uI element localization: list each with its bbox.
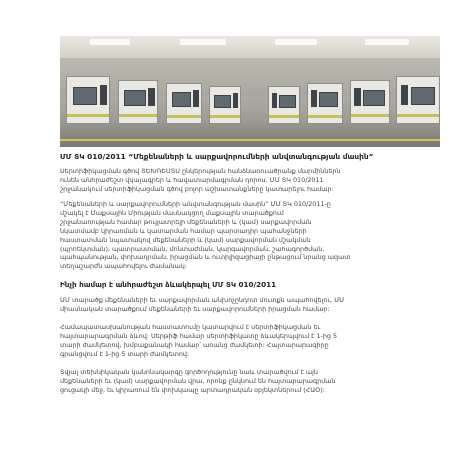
paragraph-line: նկատմամբ կիրառման և կատարման համար պարտադիր պահանջների xyxy=(60,226,307,235)
photo-machine xyxy=(209,86,241,124)
scope-paragraph xyxy=(60,200,351,271)
paragraph-line: տեղաշարժն ապահովելու ժամանակ: xyxy=(60,262,187,271)
paragraph-line: Համապատասխանության հաստատումը կատարվում է սերտիֆիկացման եւ xyxy=(60,323,321,331)
photo-aisle-line xyxy=(60,139,440,141)
paragraph-line: “Մեքենաների և սարքավորումների անվտանգության մասին” ՄՄ ՏԿ 010/2011-ը xyxy=(60,200,331,208)
paragraph-line: ունեն անհրաժեշտ վկայագրեր և հավատարմագրման դորոս. ՄՄ ՏԿ 010/2011 xyxy=(60,175,324,184)
paragraph-line: շրջանակում սերտիֆիկացման գծով բոլոր աշխատանքները կատարելու համար: xyxy=(60,184,334,193)
photo-machine xyxy=(396,76,440,124)
section-heading: Ինչի համար է անհրաժեշտ ձևակերպել ՄՄ ՏԿ 010/2011 xyxy=(60,280,277,289)
paragraph-line: գրանցվում է 1-ից 5 տարի ժամկետով: xyxy=(60,349,190,358)
intro-paragraph xyxy=(60,167,341,194)
paragraph-line: մեքենաների եւ (կամ) սարքավորման վրա, որոնք ընկնում են հայտարարագրման xyxy=(60,376,336,385)
photo-machine xyxy=(350,80,390,124)
paragraph-line: Սերտիֆիկացման գծով ՏԵԽՌԵՍՏՍ ընկերության հանձնառուածրանք մարմիններն xyxy=(60,167,341,175)
requirement-paragraph xyxy=(60,296,344,314)
paragraph-line: ՄՄ տարածք մեքենաների եւ սարքավորման անխոչընդոտ մուտքն ապահովելու, ՄՄ xyxy=(60,296,345,304)
paragraph-line: հայտարարագրման ձևով: Սերթիֆ համար սերտիֆիկատը ձևակերպվում է 1-ից 5 xyxy=(60,331,338,340)
paragraph-line: ցուցակի մեջ, եւ կիրառում են փոխկապը արտադրական օբյեկտներում (ՀԱՕ): xyxy=(60,385,325,394)
photo-ceiling-light xyxy=(365,39,409,45)
photo-ceiling-light xyxy=(275,39,317,45)
paragraph-line: շրջանառության համար թույլատրելի մեքենաների և (կամ) սարքավորման xyxy=(60,217,312,226)
document-title: ՄՄ ՏԿ 010/2011 “Մեքենաների և սարքավորումների անվտանգության մասին” xyxy=(60,152,374,161)
conformity-paragraph xyxy=(60,323,337,359)
paragraph-line: տարի ժամկետով, խմբաքանակի համար՝ առանց ժամկետի: Հայտարարագիրը xyxy=(60,340,329,349)
paragraph-line: միասնական տարածքում մեքենաների եւ սարքավորումների իրացման համար: xyxy=(60,304,330,313)
paragraph-line: մշակել է Մաքսային Միության մասնակցող մաքսային տարածքում xyxy=(60,208,284,217)
paragraph-line: հաստատման նպատակով մեքենաների և (կամ) սարքավորման մշակման xyxy=(60,235,311,244)
photo-ceiling-light xyxy=(90,39,130,45)
photo-machine xyxy=(66,76,110,124)
photo-machine xyxy=(166,83,202,124)
closing-paragraph xyxy=(60,368,336,395)
paragraph-line: Տվյալ տեխնիկական կանոնակարգը գործողությունը նաև տարածվում է այն xyxy=(60,368,318,376)
paragraph-line: պահպանության, փոխադրման, իրացման և ուտիլիզացիայի ընթացում նրանց ազատ xyxy=(60,253,351,262)
photo-floor xyxy=(60,121,440,147)
photo-machine xyxy=(118,80,158,124)
photo-ceiling-light xyxy=(180,39,226,45)
photo-machine xyxy=(268,86,300,124)
paragraph-line: (պրոեկտման), պատրաստման, մոնտաժման, կարգավորման, շահագործման, xyxy=(60,244,325,253)
factory-photo xyxy=(60,36,440,147)
photo-machine xyxy=(307,83,343,124)
